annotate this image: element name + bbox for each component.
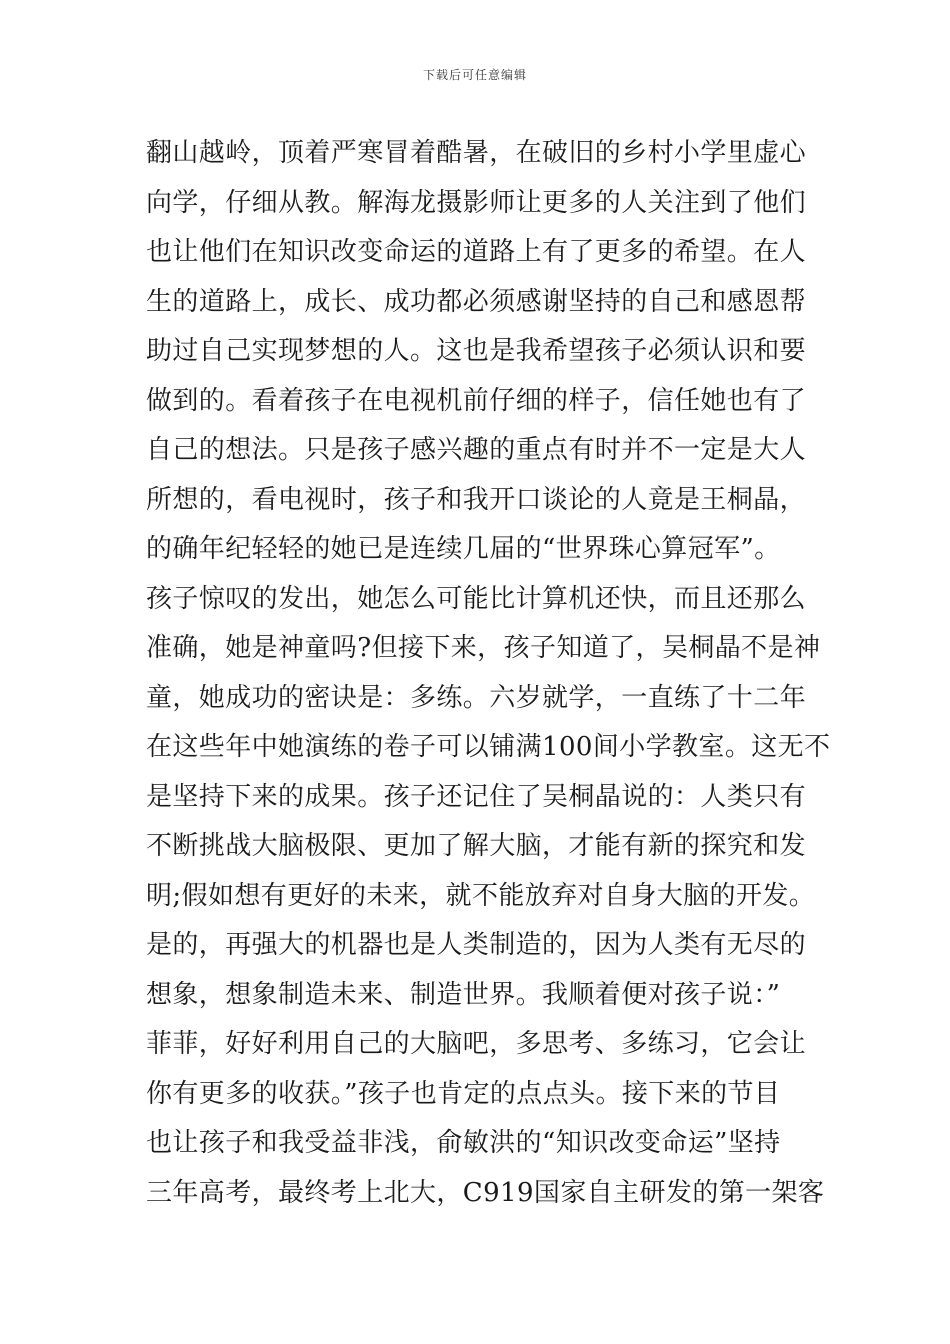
text-line: 童，她成功的密诀是：多练。六岁就学，一直练了十二年	[146, 682, 807, 713]
text-line: 孩子惊叹的发出，她怎么可能比计算机还快，而且还那么	[146, 583, 807, 614]
text-line: 所想的，看电视时，孩子和我开口谈论的人竟是王桐晶，	[146, 484, 807, 515]
text-line: 菲菲，好好利用自己的大脑吧，多思考、多练习，它会让	[146, 1029, 807, 1059]
body-text	[146, 129, 831, 1218]
text-line: 翻山越岭，顶着严寒冒着酷暑，在破旧的乡村小学里虚心	[146, 138, 807, 168]
text-line: 你有更多的收获。”孩子也肯定的点点头。接下来的节目	[146, 1078, 781, 1109]
text-line: 准确，她是神童吗?但接下来，孩子知道了，吴桐晶不是神	[146, 633, 821, 663]
header-note: 下载后可任意编辑	[422, 68, 527, 82]
text-line: 三年高考，最终考上北大，C919国家自主研发的第一架客	[146, 1177, 825, 1208]
text-line: 明;假如想有更好的未来，就不能放弃对自身大脑的开发。	[146, 880, 816, 911]
text-line: 也让孩子和我受益非浅，俞敏洪的“知识改变命运”坚持	[146, 1128, 781, 1158]
text-line: 做到的。看着孩子在电视机前仔细的样子，信任她也有了	[146, 385, 807, 416]
text-line: 向学，仔细从教。解海龙摄影师让更多的人关注到了他们	[146, 187, 807, 218]
text-line: 的确年纪轻轻的她已是连续几届的“世界珠心算冠军”。	[146, 534, 781, 564]
text-line: 生的道路上，成长、成功都必须感谢坚持的自己和感恩帮	[146, 286, 807, 317]
text-line: 想象，想象制造未来、制造世界。我顺着便对孩子说：”	[146, 979, 781, 1010]
text-line: 自己的想法。只是孩子感兴趣的重点有时并不一定是大人	[146, 435, 807, 465]
text-line: 也让他们在知识改变命运的道路上有了更多的希望。在人	[146, 237, 807, 267]
text-line: 助过自己实现梦想的人。这也是我希望孩子必须认识和要	[146, 336, 807, 366]
text-line: 不断挑战大脑极限、更加了解大脑，才能有新的探究和发	[146, 831, 807, 861]
text-line: 是坚持下来的成果。孩子还记住了吴桐晶说的：人类只有	[146, 781, 807, 812]
text-line: 是的，再强大的机器也是人类制造的，因为人类有无尽的	[146, 930, 807, 960]
text-line: 在这些年中她演练的卷子可以铺满100间小学教室。这无不	[146, 732, 831, 762]
